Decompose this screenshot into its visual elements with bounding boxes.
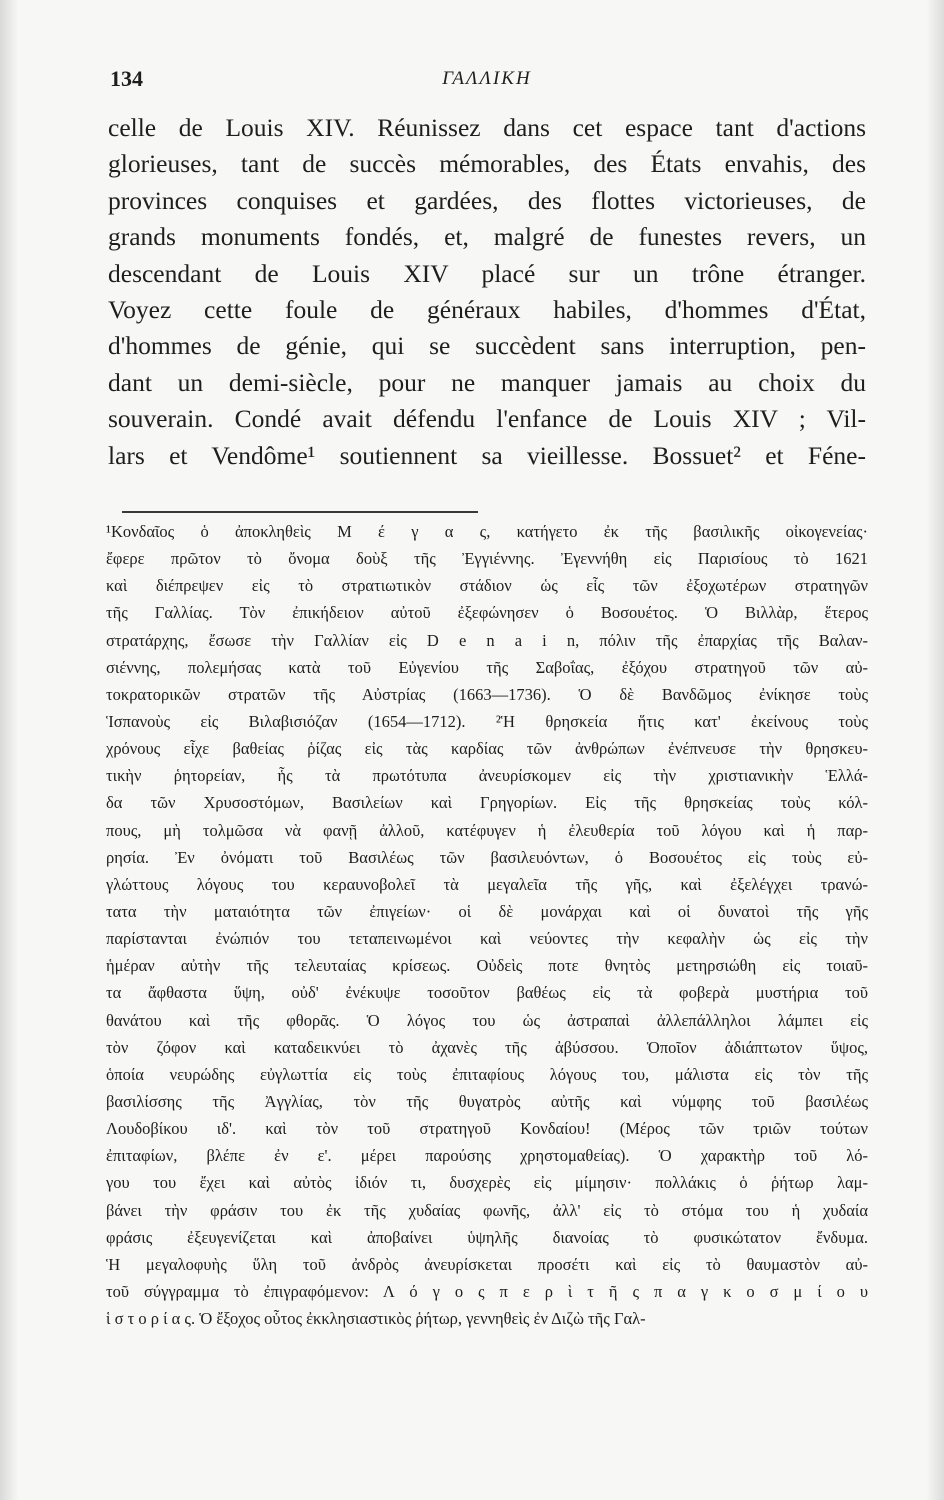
footnote-line: στρατάρχης, ἔσωσε τὴν Γαλλίαν εἰς D e n a i n, πόλιν τῆς ἐπαρχίας τῆς Βαλαν- xyxy=(106,630,868,650)
footnote-separator-rule xyxy=(122,511,478,513)
footnote-line: δα τῶν Χρυσοστόμων, Βασιλείων καὶ Γρηγορίων. Εἰς τῆς θρησκείας τοὺς κόλ- xyxy=(106,793,868,813)
footnote-line: βάνει τὴν φράσιν του ἐκ τῆς χυδαίας φωνῆς, ἀλλ' εἰς τὸ στόμα του ἡ χυδαία xyxy=(106,1200,868,1220)
footnote-line: ἱ σ τ ο ρ ί α ς. Ὁ ἔξοχος οὗτος ἐκκλησιαστικὸς ῥήτωρ, γεννηθεὶς ἐν Διζὼ τῆς Γαλ- xyxy=(106,1309,646,1329)
running-title: ΓΑΛΛΙΚΗ xyxy=(442,68,532,89)
footnote-line: τικὴν ῥητορείαν, ἧς τὰ πρωτότυπα ἀνευρίσκομεν εἰς τὴν χριστιανικὴν Ἑλλά- xyxy=(106,766,868,786)
footnote-line: φράσις ἐξευγενίζεται καὶ ἀποβαίνει ὑψηλῆς διανοίας τὸ φυσικώτατον ἔνδυμα. xyxy=(106,1227,868,1247)
main-text-line: souverain. Condé avait défendu l'enfance de Louis XIV ; Vil- xyxy=(108,404,866,434)
main-text-line: glorieuses, tant de succès mémorables, des États envahis, des xyxy=(108,149,866,179)
main-text-line: provinces conquises et gardées, des flottes victorieuses, de xyxy=(108,185,866,215)
main-text-line: descendant de Louis XIV placé sur un trône étranger. xyxy=(108,258,866,288)
footnote-line: σιέννης, πολεμήσας κατὰ τοῦ Εὐγενίου τῆς Σαβοΐας, ἐξόχου στρατηγοῦ τῶν αὐ- xyxy=(106,657,868,677)
footnote-line: τῆς Γαλλίας. Τὸν ἐπικήδειον αὐτοῦ ἐξεφώνησεν ὁ Βοσουέτος. Ὁ Βιλλὰρ, ἕτερος xyxy=(106,603,868,623)
main-text-line: lars et Vendôme¹ soutiennent sa vieillesse. Bossuet² et Féne- xyxy=(108,440,866,470)
footnote-line: θανάτου καὶ τῆς φθορᾶς. Ὁ λόγος του ὡς ἀστραπαὶ ἀλλεπάλληλοι λάμπει εἰς xyxy=(106,1010,868,1030)
footnote-line: γλώττους λόγους του κεραυνοβολεῖ τὰ μεγαλεῖα τῆς γῆς, καὶ ἐξελέγχει τρανώ- xyxy=(106,874,868,894)
main-text-line: grands monuments fondés, et, malgré de funestes revers, un xyxy=(108,222,866,252)
footnote-line: καὶ διέπρεψεν εἰς τὸ στρατιωτικὸν στάδιον ὡς εἷς τῶν ἐξοχωτέρων στρατηγῶν xyxy=(106,576,868,596)
footnote-line: τὸν ζόφον καὶ καταδεικνύει τὸ ἀχανὲς τῆς ἀβύσσου. Ὁποῖον ἀδιάπτωτον ὕψος, xyxy=(106,1037,868,1057)
main-text-block xyxy=(108,110,866,474)
footnote-line: τοῦ σύγγραμμα τὸ ἐπιγραφόμενον: Λ ό γ ο ς π ε ρ ὶ τ ῆ ς π α γ κ ο σ μ ί ο υ xyxy=(106,1281,868,1301)
main-text-line: Voyez cette foule de généraux habiles, d'hommes d'État, xyxy=(108,294,866,324)
footnotes-block xyxy=(106,518,868,1332)
footnote-line: τοκρατορικῶν στρατῶν τῆς Αὐστρίας (1663—1736). Ὁ δὲ Βανδῶμος ἐνίκησε τοὺς xyxy=(106,684,868,704)
footnote-line: ¹Κονδαῖος ὁ ἀποκληθεὶς Μ έ γ α ς, κατήγετο ἐκ τῆς βασιλικῆς οἰκογενείας· xyxy=(106,522,868,541)
page-edge-left xyxy=(0,0,18,1500)
main-text-line: celle de Louis XIV. Réunissez dans cet espace tant d'actions xyxy=(108,113,866,142)
footnote-line: βασιλίσσης τῆς Ἀγγλίας, τὸν τῆς θυγατρὸς αὐτῆς καὶ νύμφης τοῦ βασιλέως xyxy=(106,1091,868,1111)
footnote-line: Λουδοβίκου ιδ'. καὶ τὸν τοῦ στρατηγοῦ Κονδαίου! (Μέρος τῶν τριῶν τούτων xyxy=(106,1119,868,1139)
footnote-line: τατα τὴν ματαιότητα τῶν ἐπιγείων· οἱ δὲ μονάρχαι καὶ οἱ δυνατοὶ τῆς γῆς xyxy=(106,901,868,921)
footnote-line: ἔφερε πρῶτον τὸ ὄνομα δοὺξ τῆς Ἐγγιέννης. Ἐγεννήθη εἰς Παρισίους τὸ 1621 xyxy=(106,549,868,569)
footnote-line: παρίστανται ἐνώπιόν του τεταπεινωμένοι καὶ νεύοντες τὴν κεφαλὴν ὡς εἰς τὴν xyxy=(106,929,868,949)
main-text-line: d'hommes de génie, qui se succèdent sans interruption, pen- xyxy=(108,331,866,361)
footnote-line: ὁποία νευρώδης εὐγλωττία εἰς τοὺς ἐπιταφίους λόγους του, μάλιστα εἰς τὸν τῆς xyxy=(106,1064,868,1084)
page-header xyxy=(110,66,864,96)
footnote-line: ἡμέραν αὐτὴν τῆς τελευταίας κρίσεως. Οὐδεὶς ποτε θνητὸς μετηρσιώθη εἰς τοιαῦ- xyxy=(106,956,868,976)
footnote-line: ἐπιταφίων, βλέπε ἐν ε'. μέρει παρούσης χρηστομαθείας). Ὁ χαρακτὴρ τοῦ λό- xyxy=(106,1146,868,1166)
main-text-line: dant un demi-siècle, pour ne manquer jamais au choix du xyxy=(108,367,866,397)
page-edge-right xyxy=(926,0,944,1500)
page-number: 134 xyxy=(110,66,143,91)
footnote-line: γου του ἔχει καὶ αὐτὸς ἰδιόν τι, δυσχερὲς εἰς μίμησιν· πολλάκις ὁ ῥήτωρ λαμ- xyxy=(106,1173,868,1193)
footnote-line: χρόνους εἶχε βαθείας ῥίζας εἰς τὰς καρδίας τῶν ἀνθρώπων ἐνέπνευσε τὴν θρησκευ- xyxy=(106,739,868,759)
footnote-line: πους, μὴ τολμῶσα νὰ φανῇ ἀλλοῦ, κατέφυγεν ἡ ἐλευθερία τοῦ λόγου καὶ ἡ παρ- xyxy=(106,820,868,840)
footnote-line: Ἡ μεγαλοφυὴς ὕλη τοῦ ἀνδρὸς ἀνευρίσκεται προσέτι καὶ εἰς τὸ θαυμαστὸν αὐ- xyxy=(106,1254,868,1274)
footnote-line: ρησία. Ἐν ὀνόματι τοῦ Βασιλέως τῶν βασιλευόντων, ὁ Βοσουέτος εἰς τοὺς εὐ- xyxy=(106,847,868,867)
footnote-line: Ἱσπανοὺς εἰς Βιλαβισιόζαν (1654—1712). ²Ἡ θρησκεία ἥτις κατ' ἐκείνους τοὺς xyxy=(106,711,868,731)
footnote-line: τα ἄφθαστα ὕψη, οὐδ' ἐνέκυψε τοσοῦτον βαθέως εἰς τὰ φοβερὰ μυστήρια τοῦ xyxy=(106,983,868,1003)
